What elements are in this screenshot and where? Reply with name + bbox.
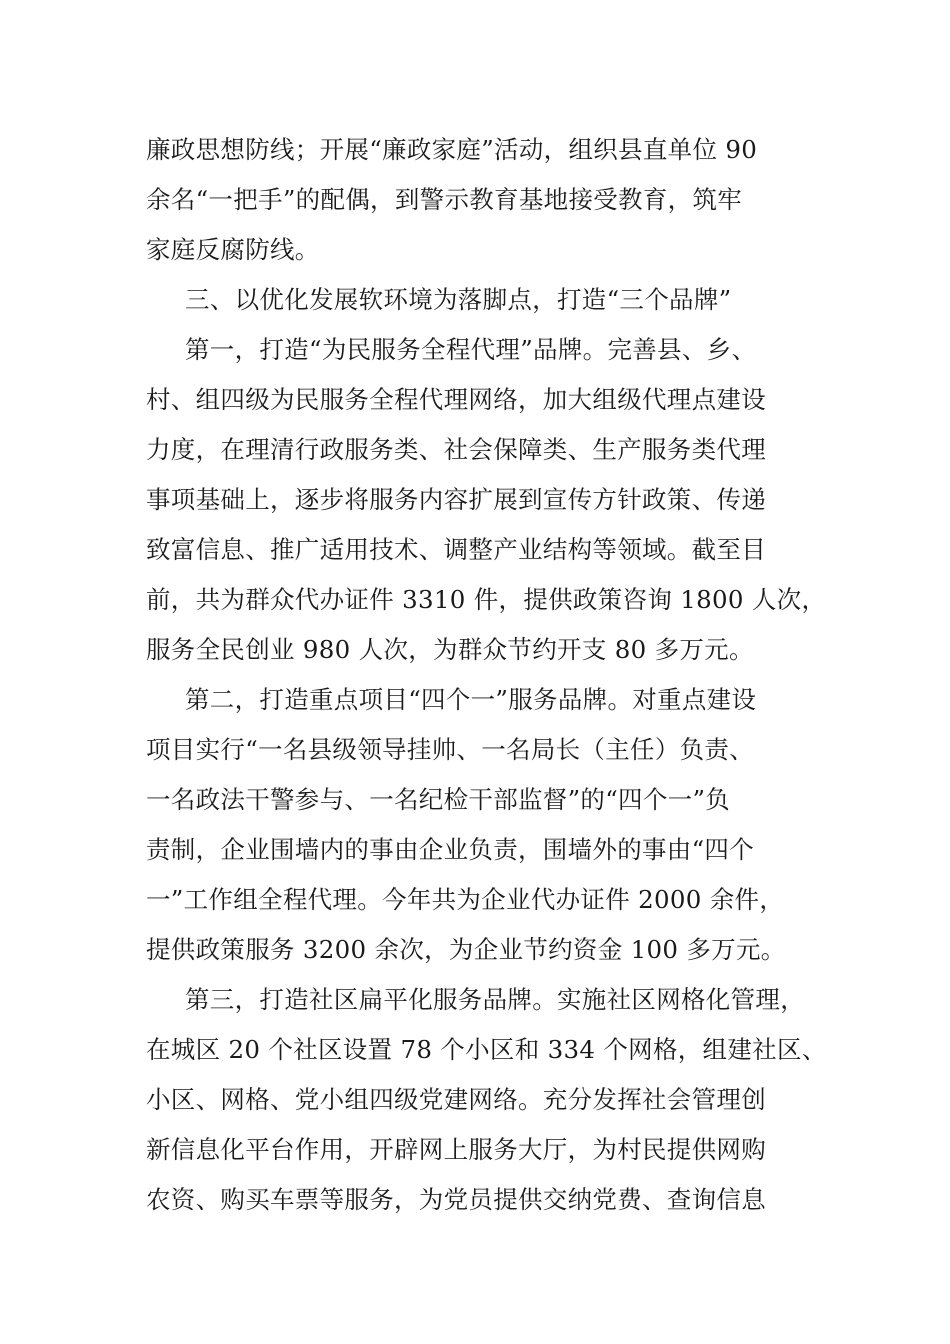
text-line: 第二，打造重点项目“四个一”服务品牌。对重点建设: [185, 685, 757, 714]
text-line: 项目实行“一名县级领导挂帅、一名局长（主任）负责、: [146, 735, 755, 764]
text-line: 一名政法干警参与、一名纪检干部监督”的“四个一”负: [146, 785, 731, 814]
text-line: 第一，打造“为民服务全程代理”品牌。完善县、乡、: [185, 335, 757, 364]
text-line: 廉政思想防线；开展“廉政家庭”活动，组织县直单位 90: [146, 135, 758, 164]
text-line: 前，共为群众代办证件 3310 件，提供政策咨询 1800 人次，: [146, 585, 827, 614]
text-line: 村、组四级为民服务全程代理网络，加大组级代理点建设: [146, 385, 766, 414]
text-line: 第三，打造社区扁平化服务品牌。实施社区网格化管理，: [185, 985, 805, 1014]
text-line: 在城区 20 个社区设置 78 个小区和 334 个网格，组建社区、: [146, 1035, 827, 1064]
text-line: 农资、购买车票等服务，为党员提供交纳党费、查询信息: [146, 1185, 766, 1214]
text-line: 力度，在理清行政服务类、社会保障类、生产服务类代理: [146, 435, 766, 464]
text-line: 提供政策服务 3200 余次，为企业节约资金 100 多万元。: [146, 935, 786, 964]
section-heading: 三、以优化发展软环境为落脚点，打造“三个品牌”: [185, 285, 732, 314]
text-line: 责制，企业围墙内的事由企业负责，围墙外的事由“四个: [146, 835, 755, 864]
text-line: 小区、网格、党小组四级党建网络。充分发挥社会管理创: [146, 1085, 766, 1114]
text-line: 新信息化平台作用，开辟网上服务大厅，为村民提供网购: [146, 1135, 766, 1164]
text-line: 服务全民创业 980 人次，为群众节约开支 80 多万元。: [146, 635, 754, 664]
text-line: 一”工作组全程代理。今年共为企业代办证件 2000 余件，: [146, 885, 785, 914]
text-line: 余名“一把手”的配偶，到警示教育基地接受教育，筑牢: [146, 185, 743, 214]
text-line: 致富信息、推广适用技术、调整产业结构等领域。截至目: [146, 535, 766, 564]
text-line: 事项基础上，逐步将服务内容扩展到宣传方针政策、传递: [146, 485, 766, 514]
text-line: 家庭反腐防线。: [146, 235, 320, 264]
